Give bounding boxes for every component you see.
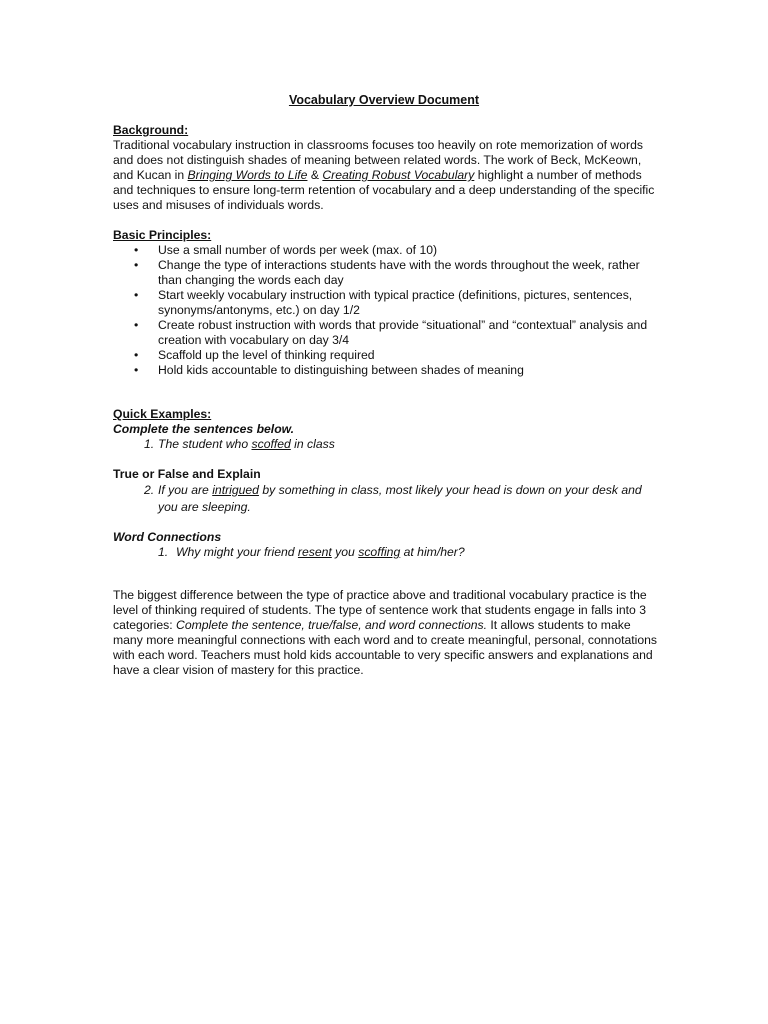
principles-section (113, 228, 658, 378)
summary-section (113, 588, 658, 678)
example-text: you (331, 545, 359, 559)
complete-heading: Complete the sentences below. (113, 422, 295, 436)
example-text: in class (290, 437, 335, 451)
connections-list (113, 545, 658, 560)
list-item (113, 482, 658, 516)
true-false-list (113, 482, 658, 516)
example-text: If you are (158, 483, 213, 497)
summary-text-2: It allows students to make many more meaningful connections with each word and to create meaningful, personal, connotations with each word. Teachers must hold kids accountable to very specific answers and explanations and have a clear vision of mastery for this practice. (113, 618, 658, 677)
background-paragraph (113, 138, 658, 213)
example-text: by something in class, most likely your head is down on your desk and you are sleeping. (158, 483, 642, 514)
item-number: 1. (158, 545, 169, 559)
list-item: • Change the type of interactions students have with the words throughout the week, rather than changing the words each day (113, 258, 658, 288)
vocab-word-intrigued: intrigued (212, 483, 259, 497)
list-item (113, 545, 658, 560)
example-text: at him/her? (400, 545, 465, 559)
list-item (113, 437, 658, 452)
vocab-word-resent: resent (297, 545, 332, 559)
example-text: Why might your friend (176, 545, 298, 559)
summary-categories: Complete the sentence, true/false, and word connections. (176, 618, 487, 632)
examples-heading: Quick Examples: (113, 407, 212, 421)
list-item: • Hold kids accountable to distinguishing between shades of meaning (113, 363, 658, 378)
connections-section (113, 530, 658, 560)
list-item: • Scaffold up the level of thinking required (113, 348, 658, 363)
vocab-word-scoffed: scoffed (251, 437, 291, 451)
list-item: • Start weekly vocabulary instruction with typical practice (definitions, pictures, sentences, synonyms/antonyms, etc.) on day 1/2 (113, 288, 658, 318)
background-text-1: Traditional vocabulary instruction in classrooms focuses too heavily on rote memorization of words and does not distinguish shades of meaning between related words. The work of Beck, McKeown, and Kucan in (113, 138, 643, 182)
book-title-creating-robust: Creating Robust Vocabulary (322, 168, 475, 182)
summary-text-1: The biggest difference between the type of practice above and traditional vocabulary practice is the level of thinking required of students. The type of sentence work that students engage in falls into 3 categories: (113, 588, 647, 632)
true-false-section (113, 467, 658, 516)
item-number: 1. (144, 437, 155, 451)
background-section (113, 123, 658, 213)
vocab-word-scoffing: scoffing (358, 545, 401, 559)
item-number: 2. (144, 483, 155, 497)
background-text-2: & (307, 168, 323, 182)
background-heading: Background: (113, 123, 189, 137)
principles-heading: Basic Principles: (113, 228, 212, 242)
list-item: • Use a small number of words per week (max. of 10) (113, 243, 658, 258)
document-title: Vocabulary Overview Document (288, 93, 480, 107)
summary-paragraph (113, 588, 658, 678)
examples-section (113, 407, 658, 452)
book-title-bringing-words: Bringing Words to Life (187, 168, 308, 182)
list-item: • Create robust instruction with words that provide “situational” and “contextual” analysis and creation with vocabulary on day 3/4 (113, 318, 658, 348)
complete-list (113, 437, 658, 452)
principles-list (113, 243, 658, 378)
connections-heading: Word Connections (113, 530, 222, 544)
background-text-3: highlight a number of methods and techniques to ensure long-term retention of vocabulary and a deep understanding of the specific uses and misuses of individuals words. (113, 168, 655, 212)
example-text: The student who (158, 437, 252, 451)
true-false-heading: True or False and Explain (113, 467, 261, 481)
